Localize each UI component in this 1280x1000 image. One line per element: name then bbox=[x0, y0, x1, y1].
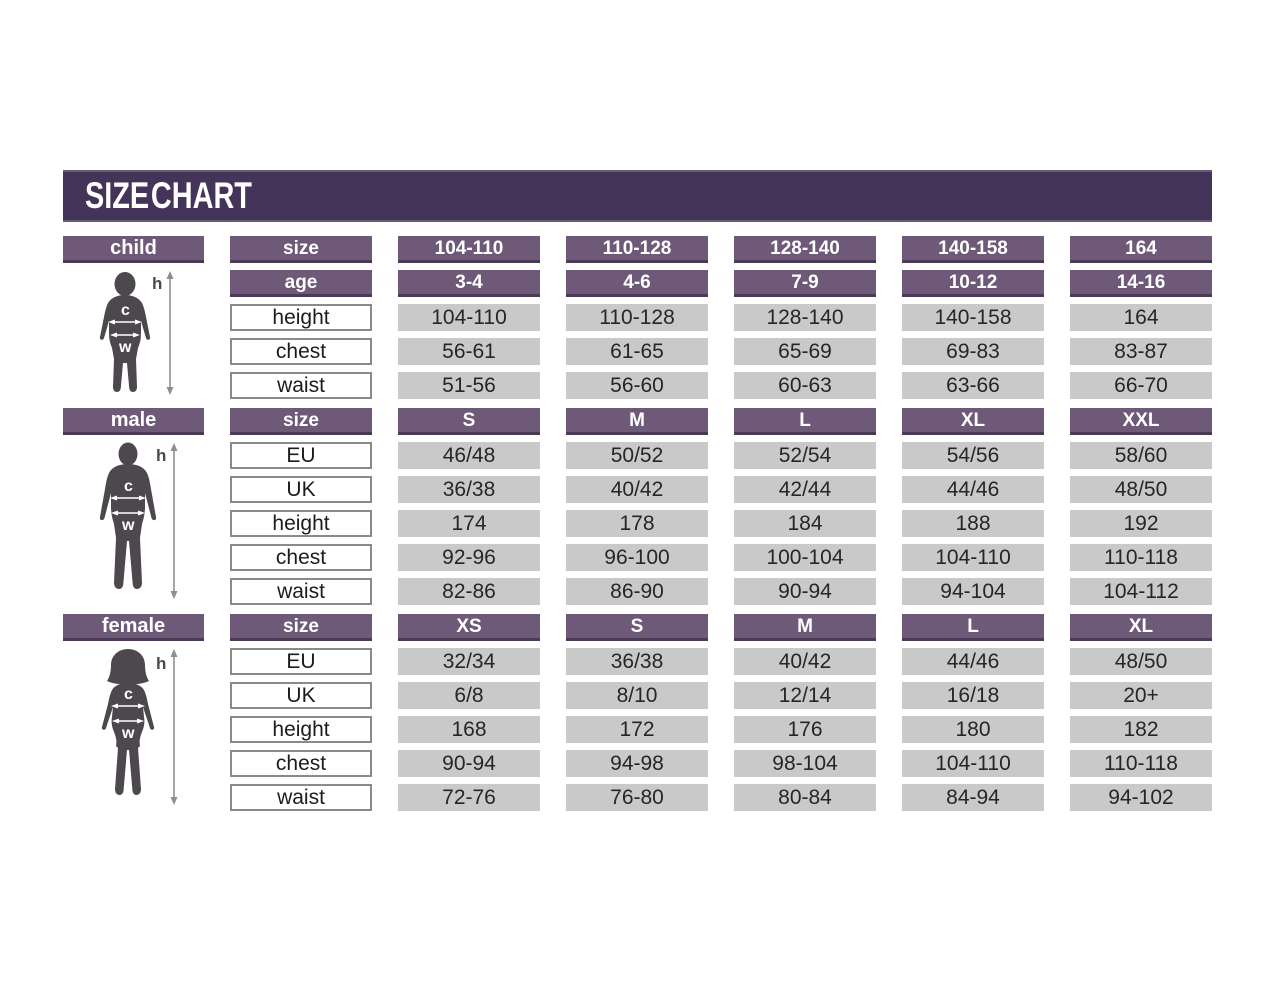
row-label-cell: UK bbox=[230, 476, 372, 503]
value-cell: 176 bbox=[734, 716, 876, 743]
value-cell: 58/60 bbox=[1070, 442, 1212, 469]
value-cell: 100-104 bbox=[734, 544, 876, 571]
table-row-male-size bbox=[230, 408, 1212, 435]
value-cell: 50/52 bbox=[566, 442, 708, 469]
value-cell: 12/14 bbox=[734, 682, 876, 709]
value-cell: 56-60 bbox=[566, 372, 708, 399]
value-cell: 90-94 bbox=[398, 750, 540, 777]
table-row-child-age bbox=[230, 270, 1212, 297]
value-cell: XL bbox=[1070, 614, 1212, 641]
height-arrow-icon bbox=[170, 649, 177, 805]
size-table-child bbox=[230, 236, 1212, 399]
value-cell: 86-90 bbox=[566, 578, 708, 605]
value-cell: 164 bbox=[1070, 236, 1212, 263]
row-label-cell: chest bbox=[230, 544, 372, 571]
value-cell: M bbox=[566, 408, 708, 435]
value-cell: 92-96 bbox=[398, 544, 540, 571]
waist-letter: w bbox=[118, 339, 131, 356]
row-label-cell: chest bbox=[230, 750, 372, 777]
value-cell: 76-80 bbox=[566, 784, 708, 811]
section-label-child: child bbox=[63, 236, 204, 263]
row-label-cell: EU bbox=[230, 442, 372, 469]
value-cell: 48/50 bbox=[1070, 476, 1212, 503]
row-label-cell: height bbox=[230, 304, 372, 331]
section-label-male: male bbox=[63, 408, 204, 435]
value-cell: 164 bbox=[1070, 304, 1212, 331]
row-label-cell: height bbox=[230, 716, 372, 743]
table-row-male-eu bbox=[230, 442, 1212, 469]
value-cell: 94-104 bbox=[902, 578, 1044, 605]
size-table-female bbox=[230, 614, 1212, 811]
value-cell: 104-110 bbox=[398, 236, 540, 263]
child-silhouette-icon bbox=[75, 269, 193, 399]
male-figure-area bbox=[63, 435, 204, 605]
value-cell: XS bbox=[398, 614, 540, 641]
value-cell: 94-98 bbox=[566, 750, 708, 777]
waist-letter: w bbox=[121, 725, 134, 742]
value-cell: 84-94 bbox=[902, 784, 1044, 811]
value-cell: 32/34 bbox=[398, 648, 540, 675]
value-cell: 16/18 bbox=[902, 682, 1044, 709]
value-cell: 4-6 bbox=[566, 270, 708, 297]
value-cell: 52/54 bbox=[734, 442, 876, 469]
value-cell: 104-110 bbox=[398, 304, 540, 331]
value-cell: M bbox=[734, 614, 876, 641]
value-cell: 69-83 bbox=[902, 338, 1044, 365]
value-cell: L bbox=[734, 408, 876, 435]
female-silhouette-icon bbox=[74, 647, 194, 809]
value-cell: 65-69 bbox=[734, 338, 876, 365]
value-cell: 80-84 bbox=[734, 784, 876, 811]
row-label-cell: waist bbox=[230, 784, 372, 811]
value-cell: 110-128 bbox=[566, 236, 708, 263]
table-row-female-uk bbox=[230, 682, 1212, 709]
row-label-cell: height bbox=[230, 510, 372, 537]
section-male bbox=[63, 408, 1212, 605]
value-cell: 128-140 bbox=[734, 304, 876, 331]
value-cell: 66-70 bbox=[1070, 372, 1212, 399]
section-left-female bbox=[63, 614, 204, 811]
section-female bbox=[63, 614, 1212, 811]
value-cell: 8/10 bbox=[566, 682, 708, 709]
row-label-cell: chest bbox=[230, 338, 372, 365]
height-letter: h bbox=[155, 654, 166, 673]
value-cell: L bbox=[902, 614, 1044, 641]
value-cell: 36/38 bbox=[398, 476, 540, 503]
value-cell: 83-87 bbox=[1070, 338, 1212, 365]
value-cell: 98-104 bbox=[734, 750, 876, 777]
value-cell: XL bbox=[902, 408, 1044, 435]
row-label-cell: waist bbox=[230, 372, 372, 399]
value-cell: 110-128 bbox=[566, 304, 708, 331]
value-cell: 72-76 bbox=[398, 784, 540, 811]
value-cell: 180 bbox=[902, 716, 1044, 743]
table-row-male-waist bbox=[230, 578, 1212, 605]
height-arrow-icon bbox=[166, 271, 173, 395]
value-cell: 42/44 bbox=[734, 476, 876, 503]
table-row-female-chest bbox=[230, 750, 1212, 777]
value-cell: 14-16 bbox=[1070, 270, 1212, 297]
sections-container bbox=[63, 236, 1212, 811]
value-cell: 182 bbox=[1070, 716, 1212, 743]
value-cell: 94-102 bbox=[1070, 784, 1212, 811]
height-letter: h bbox=[151, 274, 162, 293]
value-cell: 192 bbox=[1070, 510, 1212, 537]
value-cell: 178 bbox=[566, 510, 708, 537]
table-row-child-size bbox=[230, 236, 1212, 263]
male-silhouette-icon bbox=[74, 441, 194, 603]
value-cell: 36/38 bbox=[566, 648, 708, 675]
section-label-female: female bbox=[63, 614, 204, 641]
value-cell: 3-4 bbox=[398, 270, 540, 297]
chest-letter: c bbox=[123, 686, 133, 703]
waist-letter: w bbox=[121, 517, 134, 534]
table-row-female-height bbox=[230, 716, 1212, 743]
page-title: SIZE CHART bbox=[85, 175, 252, 216]
table-row-male-height bbox=[230, 510, 1212, 537]
table-row-child-chest bbox=[230, 338, 1212, 365]
value-cell: 7-9 bbox=[734, 270, 876, 297]
table-row-male-uk bbox=[230, 476, 1212, 503]
value-cell: 44/46 bbox=[902, 476, 1044, 503]
row-label-cell: size bbox=[230, 614, 372, 641]
value-cell: 140-158 bbox=[902, 304, 1044, 331]
height-letter: h bbox=[155, 446, 166, 465]
row-label-cell: age bbox=[230, 270, 372, 297]
value-cell: 172 bbox=[566, 716, 708, 743]
female-figure-area bbox=[63, 641, 204, 811]
value-cell: 174 bbox=[398, 510, 540, 537]
value-cell: 82-86 bbox=[398, 578, 540, 605]
row-label-cell: size bbox=[230, 408, 372, 435]
value-cell: 20+ bbox=[1070, 682, 1212, 709]
table-row-child-height bbox=[230, 304, 1212, 331]
value-cell: 128-140 bbox=[734, 236, 876, 263]
table-row-female-waist bbox=[230, 784, 1212, 811]
table-row-child-waist bbox=[230, 372, 1212, 399]
value-cell: 188 bbox=[902, 510, 1044, 537]
value-cell: 104-112 bbox=[1070, 578, 1212, 605]
section-left-male bbox=[63, 408, 204, 605]
row-label-cell: EU bbox=[230, 648, 372, 675]
value-cell: S bbox=[566, 614, 708, 641]
value-cell: 56-61 bbox=[398, 338, 540, 365]
section-left-child bbox=[63, 236, 204, 399]
table-row-female-size bbox=[230, 614, 1212, 641]
value-cell: 110-118 bbox=[1070, 750, 1212, 777]
value-cell: 96-100 bbox=[566, 544, 708, 571]
chest-letter: c bbox=[120, 302, 130, 319]
value-cell: 54/56 bbox=[902, 442, 1044, 469]
table-row-male-chest bbox=[230, 544, 1212, 571]
value-cell: 60-63 bbox=[734, 372, 876, 399]
row-label-cell: waist bbox=[230, 578, 372, 605]
chest-letter: c bbox=[123, 478, 133, 495]
value-cell: 63-66 bbox=[902, 372, 1044, 399]
value-cell: 10-12 bbox=[902, 270, 1044, 297]
child-figure-area bbox=[63, 263, 204, 399]
value-cell: 168 bbox=[398, 716, 540, 743]
table-row-female-eu bbox=[230, 648, 1212, 675]
value-cell: 40/42 bbox=[566, 476, 708, 503]
value-cell: 140-158 bbox=[902, 236, 1044, 263]
value-cell: 184 bbox=[734, 510, 876, 537]
height-arrow-icon bbox=[170, 443, 177, 599]
value-cell: 44/46 bbox=[902, 648, 1044, 675]
value-cell: XXL bbox=[1070, 408, 1212, 435]
value-cell: S bbox=[398, 408, 540, 435]
value-cell: 46/48 bbox=[398, 442, 540, 469]
title-bar bbox=[63, 170, 1212, 222]
value-cell: 6/8 bbox=[398, 682, 540, 709]
section-child bbox=[63, 236, 1212, 399]
value-cell: 48/50 bbox=[1070, 648, 1212, 675]
value-cell: 61-65 bbox=[566, 338, 708, 365]
row-label-cell: size bbox=[230, 236, 372, 263]
value-cell: 90-94 bbox=[734, 578, 876, 605]
value-cell: 104-110 bbox=[902, 750, 1044, 777]
row-label-cell: UK bbox=[230, 682, 372, 709]
value-cell: 51-56 bbox=[398, 372, 540, 399]
size-table-male bbox=[230, 408, 1212, 605]
value-cell: 40/42 bbox=[734, 648, 876, 675]
value-cell: 104-110 bbox=[902, 544, 1044, 571]
value-cell: 110-118 bbox=[1070, 544, 1212, 571]
